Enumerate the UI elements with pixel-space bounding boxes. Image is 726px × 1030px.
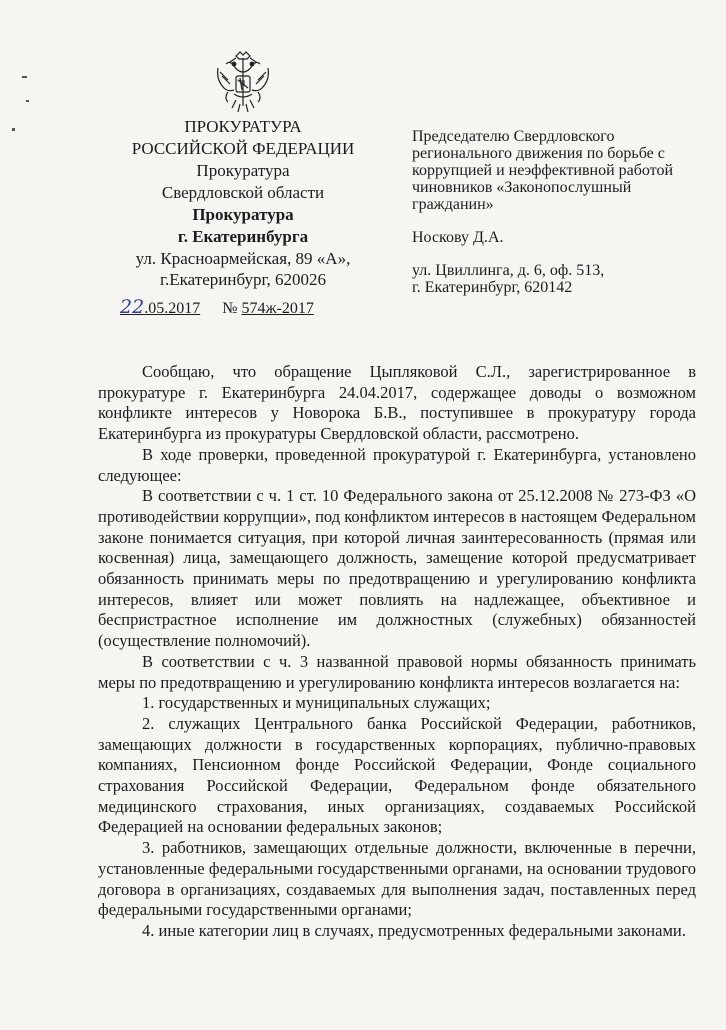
recipient-address-line: ул. Цвиллинга, д. 6, оф. 513, [412, 262, 605, 279]
body-list-item: 1. государственных и муниципальных служащих; [142, 693, 491, 713]
recipient-block [412, 128, 712, 296]
body-paragraph: В соответствии с ч. 1 ст. 10 Федерального закона от 25.12.2008 № 273-ФЗ «О противодействии коррупции», под конфликтом интересов в настоящем Федеральном законе понимается ситуация, при которой личная заинтересованность (прямая или косвенная) лица, замещающего должность, замещение которой предусматривает обязанность принимать меры по предотвращению и урегулированию конфликта интересов, влияет или может повлиять на надлежащее, объективное и беспристрастное исполнение им должностных (служебных) обязанностей (осуществление полномочий). [98, 486, 696, 651]
body-list-item: 3. работников, замещающих отдельные должности, включенные в перечни, установленные федеральными государственными органами, на основании трудового договора в организациях, создаваемых для выполнения задач, поставленных перед федеральными государственными органами; [98, 838, 696, 920]
scan-mark [26, 100, 29, 102]
recipient-title-line: регионального движения по борьбе с [412, 145, 665, 162]
sender-bold-line: Прокуратура [192, 205, 294, 224]
coat-of-arms-emblem-icon [214, 50, 272, 114]
body-paragraph: В соответствии с ч. 3 названной правовой нормы обязанность принимать меры по предотвращению и урегулированию конфликта интересов возлагается на: [98, 651, 696, 692]
document-number: 574ж-2017 [241, 300, 314, 317]
sender-line: ПРОКУРАТУРА [184, 117, 302, 136]
sender-bold-line: г. Екатеринбурга [177, 227, 309, 246]
sender-line: РОССИЙСКОЙ ФЕДЕРАЦИИ [131, 139, 355, 158]
recipient-name: Носкову Д.А. [412, 229, 504, 246]
recipient-title-line: чиновников «Законопослушный [412, 179, 632, 196]
sender-block [112, 116, 374, 290]
number-sign: № [222, 300, 238, 317]
scan-mark [12, 128, 15, 131]
sender-line: Прокуратура [196, 161, 290, 180]
recipient-title-line: гражданин» [412, 196, 494, 213]
recipient-address-line: г. Екатеринбург, 620142 [412, 279, 573, 296]
handwritten-day: 22 [120, 296, 145, 318]
sender-address-line: г.Екатеринбург, 620026 [159, 270, 327, 289]
letter-body [98, 362, 696, 942]
document-reference [120, 296, 370, 318]
body-paragraph: Сообщаю, что обращение Цыпляковой С.Л., зарегистрированное в прокуратуре г. Екатеринбурга 24.04.2017, содержащее доводы о возможном конфликте интересов у Новорока Б.В., поступившее в прокуратуру города Екатеринбурга из прокуратуры Свердловской области, рассмотрено. [98, 362, 696, 444]
recipient-title-line: Председателю Свердловского [412, 128, 615, 145]
sender-line: Свердловской области [161, 183, 325, 202]
body-list-item: 4. иные категории лиц в случаях, предусмотренных федеральными законами. [142, 920, 686, 940]
document-date: .05.2017 [144, 300, 201, 317]
body-paragraph: В ходе проверки, проведенной прокуратурой г. Екатеринбурга, установлено следующее: [98, 444, 696, 485]
scan-mark [22, 76, 27, 78]
recipient-title-line: коррупцией и неэффективной работой [412, 162, 674, 179]
body-list-item: 2. служащих Центрального банка Российской Федерации, работников, замещающих должности в государственных корпорациях, публично-правовых компаниях, Пенсионном фонде Российской Федерации, Фонде социального страхования Российской Федерации, Федеральном фонде обязательного медицинского страхования, иных организациях, создаваемых Российской Федерацией на основании федеральных законов; [98, 713, 696, 837]
sender-address-line: ул. Красноармейская, 89 «А», [135, 249, 351, 268]
